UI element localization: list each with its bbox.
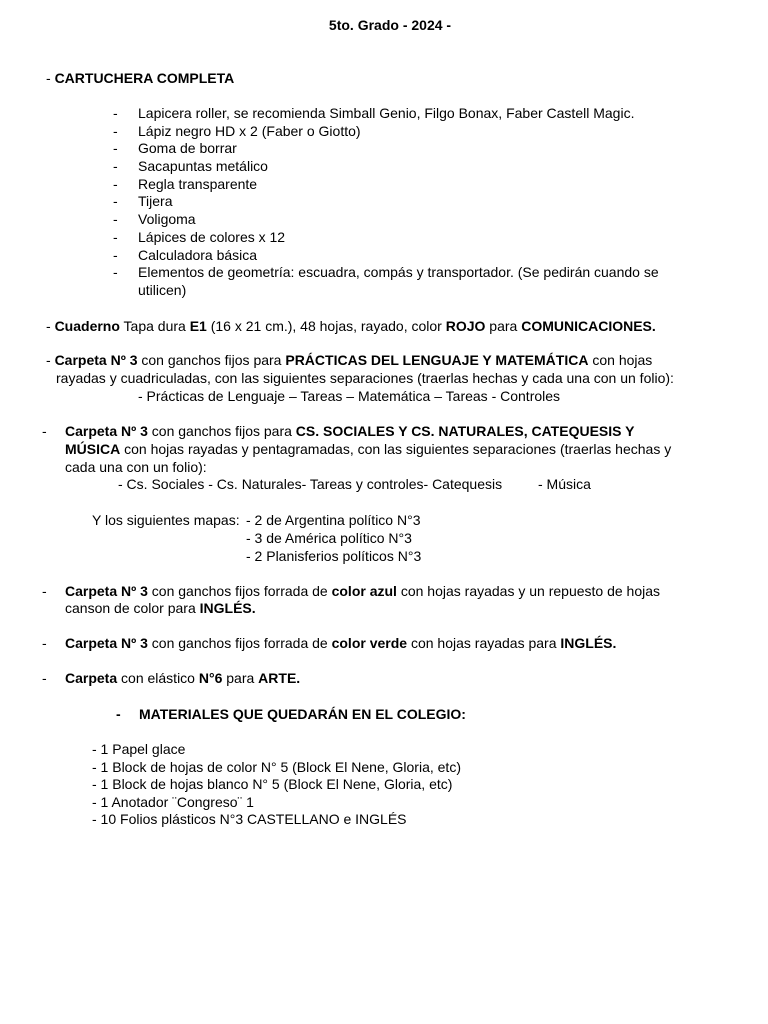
bold-text: MÚSICA	[65, 441, 121, 457]
material-item: - 1 Block de hojas de color N° 5 (Block El Nene, Gloria, etc)	[92, 759, 461, 775]
list-item: Sacapuntas metálico	[138, 158, 268, 174]
bullet-dash: -	[42, 583, 47, 599]
text: con hojas	[588, 352, 653, 368]
bullet-dash: -	[113, 140, 118, 156]
list-item: Tijera	[138, 193, 173, 209]
bold-text: PRÁCTICAS DEL LENGUAJE Y MATEMÁTICA	[285, 352, 589, 368]
bullet-dash: -	[113, 123, 118, 139]
text: Tapa dura	[119, 318, 190, 334]
text: con ganchos fijos para	[147, 423, 296, 439]
line-dash: -	[46, 318, 55, 334]
list-item: Elementos de geometría: escuadra, compás y transportador. (Se pedirán cuando se	[138, 264, 659, 280]
mapa-item: - 2 Planisferios políticos N°3	[246, 548, 422, 564]
bold-text: Carpeta Nº 3	[65, 423, 148, 439]
bullet-dash: -	[113, 264, 118, 280]
carpeta1-line1	[46, 351, 652, 369]
carpeta2-line3: cada una con un folio):	[65, 459, 207, 475]
text: con ganchos fijos para	[137, 352, 286, 368]
text: con hojas rayadas para	[407, 635, 561, 651]
bullet-dash: -	[113, 176, 118, 192]
bullet-dash: -	[113, 211, 118, 227]
material-item: - 1 Anotador ¨Congreso¨ 1	[92, 794, 254, 810]
list-item: Regla transparente	[138, 176, 258, 192]
bold-text: Carpeta Nº 3	[65, 583, 148, 599]
heading-text: CARTUCHERA COMPLETA	[54, 70, 235, 86]
page-title: 5to. Grado - 2024 -	[328, 17, 452, 33]
bold-text: E1	[189, 318, 207, 334]
carpeta4-line	[65, 634, 616, 652]
mapa-item: - 2 de Argentina político N°3	[246, 512, 421, 528]
cuaderno-line	[46, 317, 656, 335]
carpeta2-separaciones: - Cs. Sociales - Cs. Naturales- Tareas y controles- Catequesis	[118, 476, 503, 492]
bullet-dash: -	[116, 706, 121, 722]
list-item: Voligoma	[138, 211, 196, 227]
mapas-intro: Y los siguientes mapas:	[92, 512, 240, 528]
bold-text: Carpeta Nº 3	[54, 352, 138, 368]
bullet-dash: -	[113, 229, 118, 245]
bullet-dash: -	[42, 635, 47, 651]
bold-text: Carpeta	[65, 670, 118, 686]
bullet-dash: -	[42, 670, 47, 686]
carpeta2-line2	[65, 440, 671, 458]
carpeta2-separacion-musica: - Música	[538, 476, 591, 492]
bold-text: INGLÉS.	[560, 635, 617, 651]
carpeta1-separaciones: - Prácticas de Lenguaje – Tareas – Matemática – Tareas - Controles	[138, 388, 561, 404]
bullet-dash: -	[113, 158, 118, 174]
material-item: - 1 Block de hojas blanco N° 5 (Block El Nene, Gloria, etc)	[92, 776, 453, 792]
mapa-item: - 3 de América político N°3	[246, 530, 412, 546]
line-dash: -	[46, 352, 55, 368]
bold-text: INGLÉS.	[199, 600, 256, 616]
text: con elástico	[117, 670, 199, 686]
list-item: Goma de borrar	[138, 140, 237, 156]
list-item: Lápices de colores x 12	[138, 229, 286, 245]
cartuchera-heading	[46, 69, 234, 87]
text: con hojas rayadas y pentagramadas, con las siguientes separaciones (traerlas hechas y	[120, 441, 672, 457]
heading-dash: -	[46, 70, 55, 86]
text: (16 x 21 cm.), 48 hojas, rayado, color	[206, 318, 446, 334]
bold-text: Carpeta Nº 3	[65, 635, 148, 651]
bold-text: COMUNICACIONES.	[521, 318, 656, 334]
list-item-continuation: utilicen)	[138, 282, 187, 298]
material-item: - 1 Papel glace	[92, 741, 186, 757]
text: para	[485, 318, 522, 334]
carpeta3-line2	[65, 599, 256, 617]
material-item: - 10 Folios plásticos N°3 CASTELLANO e INGLÉS	[92, 811, 407, 827]
carpeta1-line2: rayadas y cuadriculadas, con las siguientes separaciones (traerlas hechas y cada una con un folio):	[56, 370, 674, 386]
list-item: Calculadora básica	[138, 247, 258, 263]
carpeta3-line1	[65, 582, 660, 600]
materiales-heading: MATERIALES QUE QUEDARÁN EN EL COLEGIO:	[139, 706, 466, 722]
bold-text: ARTE.	[258, 670, 301, 686]
bold-text: ROJO	[445, 318, 486, 334]
carpeta2-line1	[65, 422, 634, 440]
text: para	[222, 670, 259, 686]
carpeta5-line	[65, 669, 300, 687]
text: con hojas rayadas y un repuesto de hojas	[396, 583, 661, 599]
bullet-dash: -	[113, 105, 118, 121]
bold-text: color verde	[331, 635, 408, 651]
bold-text: N°6	[198, 670, 223, 686]
bold-text: CS. SOCIALES Y CS. NATURALES, CATEQUESIS Y	[295, 423, 635, 439]
text: canson de color para	[65, 600, 200, 616]
list-item: Lapicera roller, se recomienda Simball Genio, Filgo Bonax, Faber Castell Magic.	[138, 105, 635, 121]
list-item: Lápiz negro HD x 2 (Faber o Giotto)	[138, 123, 361, 139]
bullet-dash: -	[113, 247, 118, 263]
bold-text: Cuaderno	[54, 318, 120, 334]
bold-text: color azul	[331, 583, 397, 599]
text: con ganchos fijos forrada de	[147, 583, 332, 599]
bullet-dash: -	[42, 423, 47, 439]
bullet-dash: -	[113, 193, 118, 209]
text: con ganchos fijos forrada de	[147, 635, 332, 651]
